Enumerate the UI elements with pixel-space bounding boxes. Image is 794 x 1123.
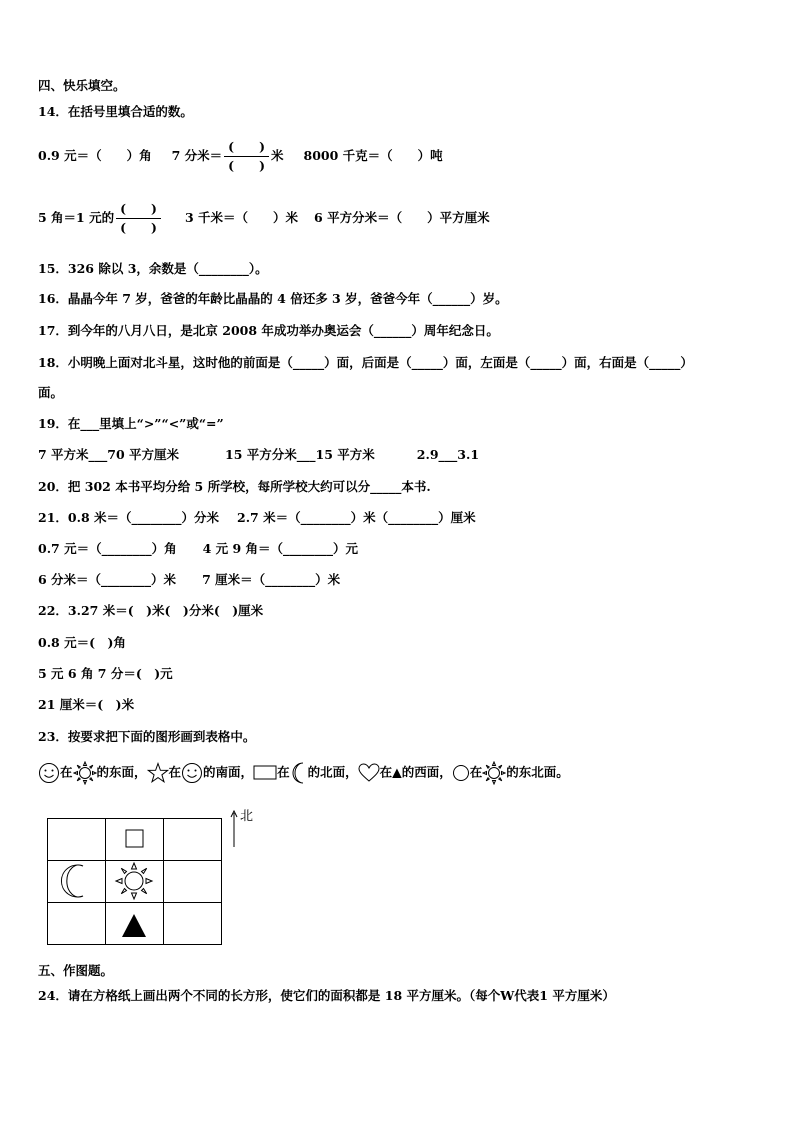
q19-items — [38, 447, 479, 463]
q19-c: 2.9___3.1 — [416, 447, 480, 462]
sun-icon — [73, 761, 97, 785]
smiley-icon — [38, 762, 60, 784]
q23-text: 的北面， — [307, 764, 358, 780]
q20: 20．把 302 本书平均分给 5 所学校，每所学校大约可以分_____本书. — [38, 479, 431, 494]
q14-e: 3 千米＝（ ）米 — [184, 210, 299, 225]
q21-e: 6 分米＝（________）米 — [38, 572, 177, 587]
moon-icon — [290, 761, 308, 785]
q24: 24．请在方格纸上画出两个不同的长方形，使它们的面积都是 18 平方厘米。（每个W代表1 平方厘米） — [38, 988, 615, 1003]
circle-icon — [452, 764, 470, 782]
q23-text: 在 — [168, 764, 182, 780]
q17: 17．到今年的八月八日，是北京 2008 年成功举办奥运会（______）周年纪念日。 — [38, 323, 499, 338]
position-grid[interactable] — [47, 818, 223, 946]
q19-a: 7 平方米___70 平方厘米 — [38, 447, 180, 462]
q22-d: 21 厘米＝( )米 — [38, 697, 135, 712]
q14-title: 14．在括号里填合适的数。 — [38, 104, 193, 119]
q21-d: 4 元 9 角＝（________）元 — [202, 541, 359, 556]
moon-icon — [61, 865, 83, 897]
q15: 15．326 除以 3，余数是（________）。 — [38, 261, 268, 276]
q14-b-fraction — [224, 138, 269, 175]
q23-text: 的南面， — [203, 764, 254, 780]
q21-c: 0.7 元＝（________）角 — [38, 541, 177, 556]
q14-d-fraction — [116, 200, 161, 237]
q19-b: 15 平方分米___15 平方米 — [225, 447, 375, 462]
north-indicator — [230, 805, 262, 852]
q14-f: 6 平方分米＝（ ）平方厘米 — [314, 210, 490, 225]
q23-text: 在 — [60, 764, 73, 780]
north-label: 北 — [240, 809, 254, 824]
q23-instructions — [38, 761, 569, 785]
rectangle-icon — [253, 764, 277, 782]
sun-icon — [482, 761, 506, 785]
q21-b: 2.7 米＝（________）米（________）厘米 — [237, 510, 476, 525]
fraction-denominator: ( ) — [120, 220, 157, 235]
q14-row2 — [38, 200, 490, 237]
q22-b: 0.8 元＝( )角 — [38, 635, 126, 650]
q21-f: 7 厘米＝（________）米 — [202, 572, 341, 587]
q23-text: 在▲的西面， — [379, 764, 452, 780]
q14-a: 0.9 元＝（ ）角 — [38, 148, 152, 163]
q21-a: 21．0.8 米＝（________）分米 — [38, 510, 219, 525]
q19-title: 19．在___里填上“>”“<”或“=” — [38, 416, 224, 431]
star-icon — [147, 762, 169, 784]
q16: 16．晶晶今年 7 岁，爸爸的年龄比晶晶的 4 倍还多 3 岁，爸爸今年（______）岁。 — [38, 291, 508, 306]
q22-c: 5 元 6 角 7 分＝( )元 — [38, 666, 173, 681]
q21-row1 — [38, 510, 476, 526]
q23-text: 在 — [277, 764, 290, 780]
q21-row2 — [38, 541, 358, 557]
section-four-title: 四、快乐填空。 — [38, 78, 126, 93]
q23-text: 的东面， — [96, 764, 147, 780]
heart-icon — [358, 763, 380, 783]
rectangle-icon — [126, 830, 143, 847]
q14-d-pre: 5 角＝1 元的 — [38, 210, 115, 225]
smiley-icon — [181, 762, 203, 784]
q18-line1: 18．小明晚上面对北斗星，这时他的前面是（_____）面，后面是（_____）面，左面是（_____）面，右面是（_____） — [38, 355, 693, 370]
fraction-numerator: ( ) — [116, 200, 161, 219]
q14-c: 8000 千克＝（ ）吨 — [303, 148, 443, 163]
q23-text: 在 — [469, 764, 483, 780]
q14-b-pre: 7 分米＝ — [171, 148, 223, 163]
fraction-numerator: ( ) — [224, 138, 269, 157]
triangle-icon — [122, 914, 146, 937]
q22-a: 22．3.27 米＝( )米( )分米( )厘米 — [38, 603, 264, 618]
q14-b-post: 米 — [271, 148, 284, 163]
q18-line2: 面。 — [38, 385, 64, 400]
q14-row1 — [38, 138, 443, 175]
q23-title: 23．按要求把下面的图形画到表格中。 — [38, 729, 256, 744]
section-five-title: 五、作图题。 — [38, 963, 114, 978]
sun-icon — [116, 863, 152, 899]
q21-row3 — [38, 572, 340, 588]
fraction-denominator: ( ) — [228, 158, 266, 173]
q23-text: 的东北面。 — [506, 764, 569, 780]
